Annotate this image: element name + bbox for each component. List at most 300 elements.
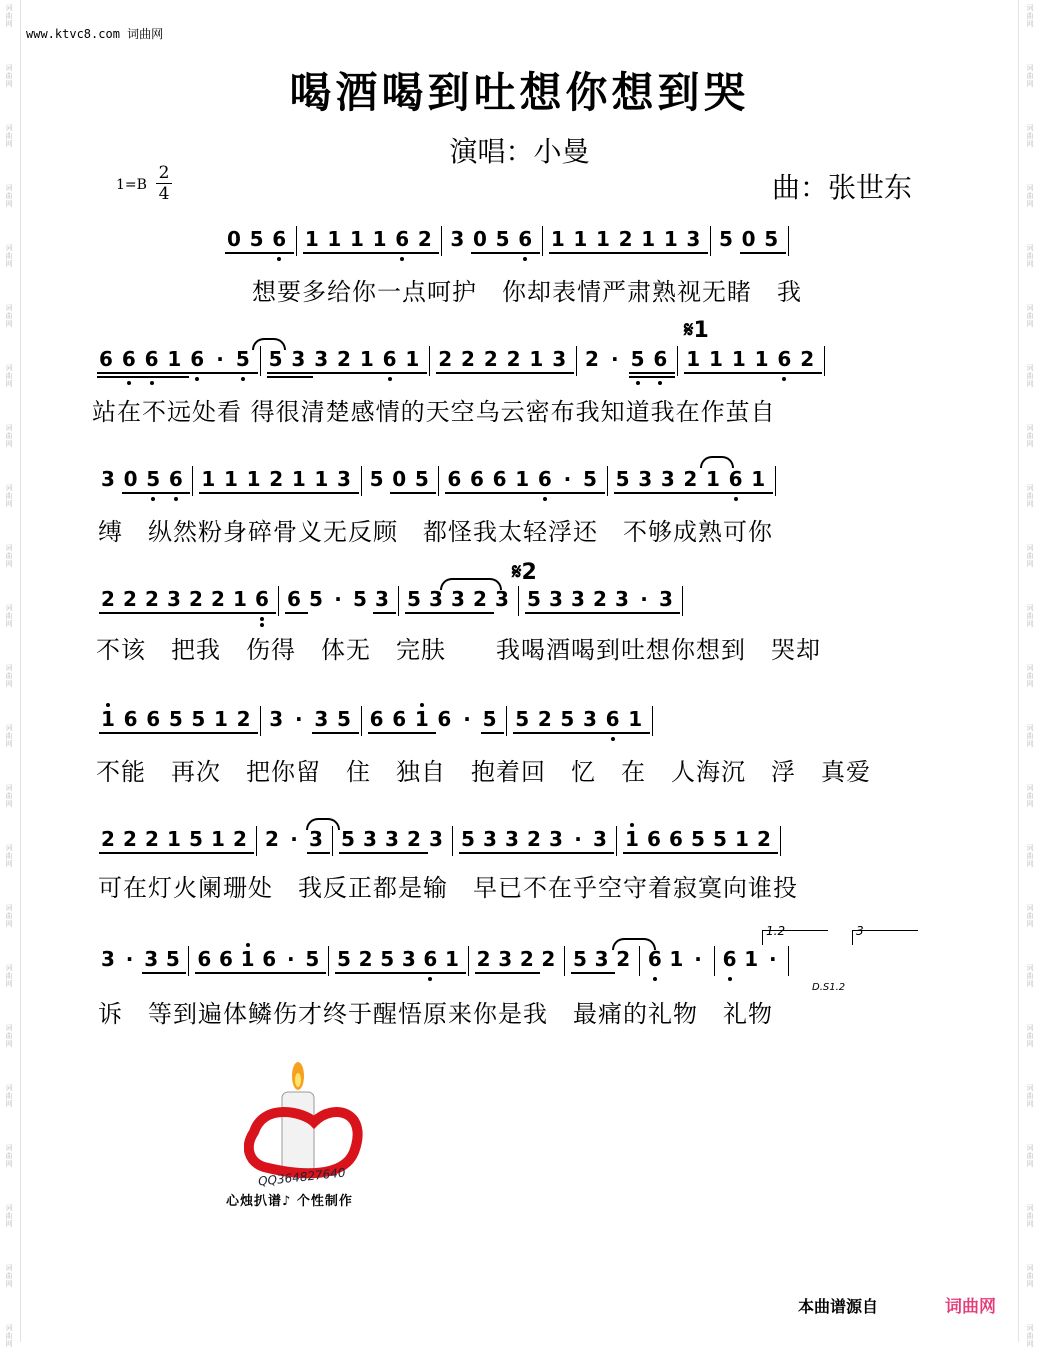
note: 1 xyxy=(663,227,678,251)
dot-extension: · xyxy=(216,347,224,371)
octave-dot-below xyxy=(277,257,281,261)
beam-line xyxy=(591,612,614,614)
note: 6 xyxy=(518,227,533,251)
note: 2 xyxy=(616,947,631,971)
barline xyxy=(639,946,640,976)
watermark-mark: 词 曲 网 xyxy=(5,244,13,268)
note: 1 xyxy=(291,467,306,491)
octave-dot-below xyxy=(151,497,155,501)
note: 3 xyxy=(450,227,465,251)
watermark-mark: 词 曲 网 xyxy=(5,1264,13,1288)
watermark-mark: 词 曲 网 xyxy=(1026,604,1034,628)
note: 6 xyxy=(382,347,397,371)
note: 3 xyxy=(385,827,399,851)
beam-line xyxy=(99,852,122,854)
barline xyxy=(332,826,333,856)
beam-line xyxy=(704,492,728,494)
footer-brand-link[interactable]: 词曲网 xyxy=(945,1297,996,1317)
tie-arc xyxy=(612,938,656,950)
note: 5 xyxy=(764,227,779,251)
beam-line xyxy=(482,372,506,374)
note: 5 xyxy=(691,827,705,851)
beam-line xyxy=(290,492,314,494)
note: 6 xyxy=(197,947,212,971)
volta-1-2 xyxy=(762,924,828,945)
watermark-mark: 词 曲 网 xyxy=(1026,1024,1034,1048)
beam-line xyxy=(231,612,254,614)
beam-line xyxy=(550,372,574,374)
beam-line xyxy=(645,852,668,854)
note: 1 xyxy=(201,467,216,491)
note: 3 xyxy=(429,587,443,611)
barline xyxy=(788,946,789,976)
beam-line xyxy=(755,852,778,854)
note: 6 xyxy=(190,347,205,371)
note: 5 xyxy=(615,467,630,491)
note: 2 xyxy=(123,827,137,851)
beam-line xyxy=(503,852,526,854)
note: 1 xyxy=(515,467,530,491)
beam-line xyxy=(307,852,330,854)
beam-line xyxy=(659,492,683,494)
tie-arc xyxy=(252,338,286,350)
watermark-mark: 词 曲 网 xyxy=(5,1084,13,1108)
watermark-mark: 词 曲 网 xyxy=(1026,1264,1034,1288)
note: 1 xyxy=(211,827,225,851)
beam-line xyxy=(604,732,628,734)
barline xyxy=(441,226,442,256)
watermark-mark: 词 曲 网 xyxy=(1026,964,1034,988)
note: 1 xyxy=(550,227,565,251)
note: 2 xyxy=(265,827,279,851)
beam-line xyxy=(798,372,822,374)
beam-line xyxy=(443,972,466,974)
meter-bottom: 4 xyxy=(158,184,170,204)
beam-line xyxy=(547,852,570,854)
beam-line xyxy=(167,492,191,494)
note: 6 xyxy=(537,467,552,491)
beam-line xyxy=(547,612,570,614)
note: 0 xyxy=(473,227,487,251)
barline xyxy=(780,826,781,856)
beam-line xyxy=(303,252,327,254)
beam-line xyxy=(371,252,395,254)
note: 1 xyxy=(709,347,723,371)
octave-dot-above xyxy=(106,703,110,707)
note: 5 xyxy=(168,707,183,731)
beam-line xyxy=(513,732,537,734)
beam-line xyxy=(142,972,165,974)
note: 0 xyxy=(741,227,756,251)
beam-line xyxy=(549,252,573,254)
volta-3 xyxy=(852,924,918,945)
beam-line-2 xyxy=(267,376,291,378)
beam-line xyxy=(581,492,605,494)
note: 2 xyxy=(407,827,421,851)
beam-line xyxy=(211,372,235,374)
note: 5 xyxy=(414,467,429,491)
beam-line xyxy=(144,492,168,494)
beam-line-2 xyxy=(165,376,189,378)
beam-line xyxy=(749,492,773,494)
note: 6 xyxy=(728,467,743,491)
note: 2 xyxy=(683,467,698,491)
beam-line xyxy=(445,492,469,494)
dot-extension: · xyxy=(125,947,134,971)
beam-line-2 xyxy=(651,376,675,378)
note: 1 xyxy=(246,467,261,491)
beam-line xyxy=(727,492,751,494)
beam-line xyxy=(657,612,680,614)
note: 6 xyxy=(168,467,183,491)
barline xyxy=(682,586,683,616)
octave-dot-above xyxy=(630,823,634,827)
note: 5 xyxy=(189,827,203,851)
note: 1 xyxy=(686,347,701,371)
note: 3 xyxy=(101,947,115,971)
barline xyxy=(429,346,430,376)
octave-dot-below xyxy=(260,623,264,627)
beam-line xyxy=(187,612,210,614)
beam-line xyxy=(312,372,336,374)
note: 3 xyxy=(101,467,115,491)
note: 3 xyxy=(375,587,389,611)
note: 5 xyxy=(482,707,497,731)
segno-2: 𝄋2 xyxy=(512,560,537,585)
note: 2 xyxy=(537,707,552,731)
beam-line xyxy=(689,852,712,854)
watermark-mark: 词 曲 网 xyxy=(5,4,13,28)
beam-line xyxy=(234,372,258,374)
beam-line xyxy=(122,492,146,494)
barline xyxy=(677,346,678,376)
beam-line xyxy=(593,972,616,974)
watermark-mark: 词 曲 网 xyxy=(1026,304,1034,328)
beam-line xyxy=(667,852,690,854)
note: 1 xyxy=(573,227,588,251)
watermark-mark: 词 曲 网 xyxy=(5,724,13,748)
logo-qq: QQ364827640 xyxy=(257,1165,347,1189)
watermark-mark: 词 曲 网 xyxy=(1026,4,1034,28)
note: 1 xyxy=(706,467,720,491)
note: 5 xyxy=(461,827,475,851)
beam-line xyxy=(416,252,440,254)
note: 6 xyxy=(255,587,269,611)
note: 1 xyxy=(751,467,766,491)
note: 1 xyxy=(445,947,459,971)
note: 1 xyxy=(735,827,749,851)
watermark-mark: 词 曲 网 xyxy=(1026,544,1034,568)
barline xyxy=(260,706,261,736)
watermark-mark: 词 曲 网 xyxy=(5,664,13,688)
watermark-mark: 词 曲 网 xyxy=(5,1204,13,1228)
note: 3 xyxy=(583,707,597,731)
beam-line xyxy=(494,252,518,254)
beam-line xyxy=(413,732,437,734)
beam-line xyxy=(681,492,705,494)
beam-line xyxy=(222,492,246,494)
barline xyxy=(260,346,261,376)
watermark-mark: 词 曲 网 xyxy=(1026,1324,1034,1348)
note: 3 xyxy=(309,827,323,851)
dot-extension: · xyxy=(294,707,303,731)
note: 3 xyxy=(269,707,284,731)
tie-arc xyxy=(700,456,734,468)
beam-line xyxy=(629,372,653,374)
dot-extension: · xyxy=(640,587,648,611)
beam-line xyxy=(282,972,305,974)
watermark-mark: 词 曲 网 xyxy=(5,364,13,388)
beam-line xyxy=(270,252,294,254)
watermark-mark: 词 曲 网 xyxy=(5,904,13,928)
note: 3 xyxy=(429,827,443,851)
note: 1 xyxy=(101,707,115,731)
beam-line xyxy=(400,972,423,974)
beam-line xyxy=(339,852,362,854)
note: 2 xyxy=(123,587,137,611)
left-border xyxy=(20,0,21,1342)
beam-line xyxy=(525,852,548,854)
singer: 演唱：小曼 xyxy=(449,135,590,168)
note: 6 xyxy=(219,947,233,971)
note: 1 xyxy=(405,347,420,371)
note: 1 xyxy=(529,347,544,371)
note: 6 xyxy=(423,947,438,971)
note: 6 xyxy=(492,467,507,491)
lyric-line-2: 站在不远处看 得很清楚感情的天空乌云密布我知道我在作茧自 xyxy=(92,398,776,426)
note: 2 xyxy=(269,467,284,491)
octave-dot-below xyxy=(150,381,154,385)
beam-line xyxy=(753,372,777,374)
note: 5 xyxy=(573,947,587,971)
beam-line xyxy=(381,372,405,374)
barline xyxy=(576,346,577,376)
footer-source: 本曲谱源自 xyxy=(798,1297,879,1316)
composer: 曲：张世东 xyxy=(772,171,913,204)
barline xyxy=(824,346,825,376)
beam-line xyxy=(335,372,359,374)
beam-line xyxy=(209,612,232,614)
segno-1: 𝄋1 xyxy=(684,318,709,343)
time-signature xyxy=(156,163,172,204)
note: 2 xyxy=(358,947,373,971)
watermark-mark: 词 曲 网 xyxy=(1026,484,1034,508)
beam-line xyxy=(684,252,708,254)
note: 2 xyxy=(233,827,247,851)
octave-dot-below xyxy=(782,377,786,381)
beam-line xyxy=(267,372,291,374)
beam-line xyxy=(253,612,276,614)
beam-line xyxy=(165,612,188,614)
watermark-mark: 词 曲 网 xyxy=(5,1024,13,1048)
note: 2 xyxy=(506,347,521,371)
note: 5 xyxy=(191,707,206,731)
note: 2 xyxy=(438,347,453,371)
note: 3 xyxy=(594,947,609,971)
lyric-line-7: 诉 等到遍体鳞伤才终于醒悟原来你是我 最痛的礼物 礼物 xyxy=(98,1000,773,1028)
barline xyxy=(564,946,565,976)
beam-line xyxy=(468,492,492,494)
barline xyxy=(361,466,362,496)
watermark-mark: 词 曲 网 xyxy=(1026,1144,1034,1168)
tie-arc xyxy=(306,818,340,830)
beam-line xyxy=(121,852,144,854)
note: 5 xyxy=(337,947,351,971)
candle-body-icon xyxy=(282,1092,314,1176)
note: 3 xyxy=(451,587,465,611)
beam-line xyxy=(144,732,168,734)
note: 6 xyxy=(653,347,668,371)
beam-line xyxy=(413,492,437,494)
watermark-mark: 词 曲 网 xyxy=(1026,844,1034,868)
beam-line xyxy=(449,612,472,614)
note: 2 xyxy=(101,827,115,851)
beam-line xyxy=(684,372,708,374)
watermark-mark: 词 曲 网 xyxy=(5,544,13,568)
watermark-mark: 词 曲 网 xyxy=(1026,1204,1034,1228)
beam-line xyxy=(325,252,349,254)
octave-dot-below xyxy=(653,977,657,981)
site-header[interactable]: www.ktvc8.com 词曲网 xyxy=(26,27,164,41)
beam-line xyxy=(733,852,756,854)
octave-dot-below xyxy=(195,377,199,381)
beam-line xyxy=(496,972,519,974)
barline xyxy=(468,946,469,976)
note: 6 xyxy=(722,947,737,971)
beam-line xyxy=(536,732,560,734)
beam-line xyxy=(762,252,786,254)
note: 2 xyxy=(541,947,556,971)
dot-extension: · xyxy=(290,827,298,851)
ds-mark: D.S1.2 xyxy=(812,982,846,993)
note: 6 xyxy=(144,347,159,371)
left-watermark-strip xyxy=(2,0,16,1348)
octave-dot-below xyxy=(636,381,640,385)
beam-line-2 xyxy=(97,376,121,378)
lyric-line-1: 想要多给你一点呵护 你却表情严肃熟视无睹 我 xyxy=(252,278,802,306)
watermark-mark: 词 曲 网 xyxy=(5,1144,13,1168)
octave-dot-below xyxy=(611,737,615,741)
octave-dot-below xyxy=(728,977,732,981)
note: 3 xyxy=(549,587,563,611)
dot-extension: · xyxy=(768,947,777,971)
beam-line xyxy=(405,612,428,614)
beam-line xyxy=(516,252,540,254)
dot-extension: · xyxy=(334,587,342,611)
note: 1 xyxy=(167,347,182,371)
octave-dot-below xyxy=(400,257,404,261)
watermark-mark: 词 曲 网 xyxy=(5,424,13,448)
watermark-mark: 词 曲 网 xyxy=(5,784,13,808)
barline xyxy=(506,706,507,736)
beam-line xyxy=(289,372,313,374)
note: 2 xyxy=(145,827,159,851)
beam-line xyxy=(581,732,605,734)
beam-line xyxy=(120,372,144,374)
beam-line xyxy=(558,732,582,734)
note: 5 xyxy=(515,707,530,731)
beam-line xyxy=(613,612,636,614)
note: 6 xyxy=(470,467,484,491)
note: 5 xyxy=(353,587,367,611)
lyric-line-3: 缚 纵然粉身碎骨义无反顾 都怪我太轻浮还 不够成熟可你 xyxy=(98,518,773,546)
note: 5 xyxy=(268,347,283,371)
note: 3 xyxy=(401,947,416,971)
barline xyxy=(452,826,453,856)
beam-line xyxy=(199,492,223,494)
beam-line xyxy=(623,852,646,854)
note: 5 xyxy=(630,347,645,371)
note: 3 xyxy=(552,347,567,371)
beam-line xyxy=(217,972,240,974)
volta-3-label: 3 xyxy=(856,924,864,938)
beam-line xyxy=(335,972,358,974)
flame-core-icon xyxy=(295,1073,301,1087)
beam-line xyxy=(167,732,191,734)
note: 5 xyxy=(560,707,575,731)
note: 3 xyxy=(144,947,159,971)
note: 1 xyxy=(744,947,759,971)
octave-dot-below xyxy=(127,381,131,385)
beam-line xyxy=(459,372,483,374)
watermark-mark: 词 曲 网 xyxy=(1026,784,1034,808)
beam-line xyxy=(235,732,259,734)
note: 1 xyxy=(372,227,387,251)
watermark-mark: 词 曲 网 xyxy=(1026,184,1034,208)
beam-line xyxy=(639,252,663,254)
beam-line xyxy=(481,852,504,854)
beam-line xyxy=(635,612,658,614)
beam-line xyxy=(358,372,382,374)
beam-line xyxy=(239,972,262,974)
note: 3 xyxy=(549,827,563,851)
beam-line xyxy=(368,732,392,734)
beam-line xyxy=(614,492,638,494)
dot-extension: · xyxy=(563,467,572,491)
lyric-line-5: 不能 再次 把你留 住 独自 抱着回 忆 在 人海沉 浮 真爱 xyxy=(96,758,871,786)
octave-dot-below xyxy=(523,257,527,261)
watermark-mark: 词 曲 网 xyxy=(5,304,13,328)
beam-line xyxy=(436,372,460,374)
note: 3 xyxy=(337,467,351,491)
note: 1 xyxy=(754,347,769,371)
note: 1 xyxy=(669,947,684,971)
beam-line xyxy=(730,372,754,374)
beam-line xyxy=(99,612,122,614)
note: 3 xyxy=(498,947,513,971)
beam-line xyxy=(491,492,515,494)
note: 5 xyxy=(380,947,395,971)
beam-line xyxy=(707,372,731,374)
note: 6 xyxy=(395,227,410,251)
octave-dot-below xyxy=(658,381,662,385)
beam-line xyxy=(195,972,218,974)
beam-line xyxy=(225,252,249,254)
beam-line xyxy=(421,972,444,974)
note: 3 xyxy=(483,827,497,851)
watermark-mark: 词 曲 网 xyxy=(5,64,13,88)
note: 5 xyxy=(527,587,541,611)
barline xyxy=(616,826,617,856)
note: 1 xyxy=(641,227,656,251)
beam-line xyxy=(143,852,166,854)
barline xyxy=(278,586,279,616)
note: 2 xyxy=(101,587,115,611)
note: 2 xyxy=(593,587,607,611)
octave-dot-below xyxy=(428,977,432,981)
beam-line xyxy=(775,372,799,374)
barline xyxy=(652,706,653,736)
